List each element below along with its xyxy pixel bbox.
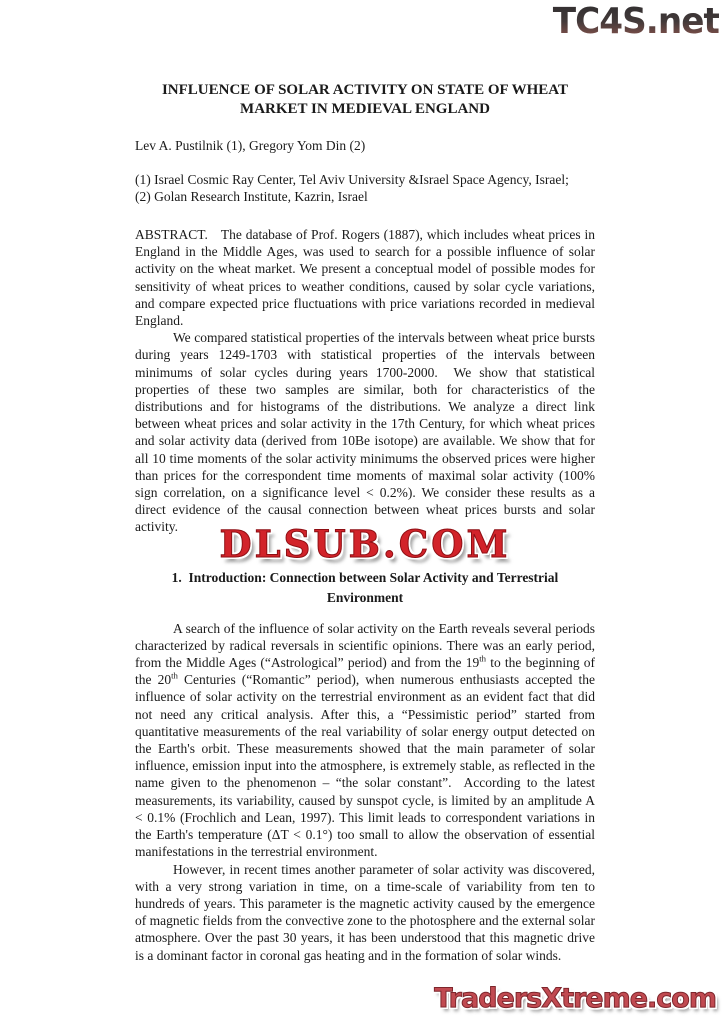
paper-title-line1: INFLUENCE OF SOLAR ACTIVITY ON STATE OF WHEAT [161, 82, 569, 98]
paper-title [135, 81, 595, 119]
watermark-dlsub [135, 523, 595, 566]
abstract-paragraph-1 [135, 226, 595, 329]
affiliation-line-2: (2) Golan Research Institute, Kazrin, Israel [135, 189, 368, 204]
affiliations [135, 171, 595, 205]
authors-line: Lev A. Pustilnik (1), Gregory Yom Din (2) [135, 138, 366, 153]
watermark-dlsub-text: DLSUB.COM [219, 521, 511, 566]
watermark-tradersxtreme: TradersXtreme.com [434, 983, 716, 1014]
paper-title-line2: MARKET IN MEDIEVAL ENGLAND [240, 101, 490, 117]
section-1-heading [135, 568, 595, 608]
affiliation-line-1: (1) Israel Cosmic Ray Center, Tel Aviv University &Israel Space Agency, Israel; [135, 172, 569, 187]
intro-paragraph-1: A search of the influence of solar activity on the Earth reveals several periods characterized by radical reversals in scientific opinions. There was an early period, from the Middle Ages (“Astrological” period) and from the 19th to the beginning of the 20th Centuries (“Romantic” period), when numerous enthusiasts accepted the influence of solar activity on the terrestrial environment as an evident fact that did not need any critical analysis. After this, a “Pessimistic period” started from quantitative measurements of the real variability of solar energy output detected on the Earth's orbit. These measurements showed that the main parameter of solar influence, emission input into the atmosphere, is extremely stable, as reflected in the name given to the phenomenon – “the solar constant”. According to the latest measurements, its variability, caused by sunspot cycle, is limited by an amplitude A < 0.1% (Frochlich and Lean, 1997). This limit leads to correspondent variations in the Earth's temperature (ΔT < 0.1°) too small to allow the observation of essential manifestations in the terrestrial environment. [135, 620, 595, 860]
watermark-tc4s: TC4S.net [552, 1, 719, 42]
paper-content [135, 81, 595, 964]
abstract-text-1: The database of Prof. Rogers (1887), which includes wheat prices in England in the Middle Ages, was used to search for a possible influence of solar activity on the wheat market. We present a conceptual model of possible modes for sensitivity of wheat prices to weather conditions, caused by solar cycle variations, and compare expected price fluctuations with price variations recorded in medieval England. [135, 227, 595, 329]
abstract-label: ABSTRACT. [135, 227, 208, 242]
intro-paragraph-2: However, in recent times another parameter of solar activity was discovered, with a very strong variation in time, on a time-scale of variability from ten to hundreds of years. This parameter is the magnetic activity caused by the emergence of magnetic fields from the convective zone to the photosphere and the external solar atmosphere. Over the past 30 years, it has been understood that this magnetic drive is a dominant factor in coronal gas heating and in the formation of solar winds. [135, 861, 595, 963]
section-1-heading-line2: Environment [326, 589, 404, 605]
abstract-paragraph-2: We compared statistical properties of the intervals between wheat price bursts during years 1249-1703 with statistical properties of the intervals between minimums of solar cycles during years 1700-2000. We show that statistical properties of these two samples are similar, both for characteristics of the distributions and for histograms of the distributions. We analyze a direct link between wheat prices and solar activity in the 17th Century, for which wheat prices and solar activity data (derived from 10Be isotope) are available. We show that for all 10 time moments of the solar activity minimums the observed prices were higher than prices for the correspondent time moments of maximal solar activity (100% sign correlation, on a significance level < 0.2%). We consider these results as a direct evidence of the causal connection between wheat prices bursts and solar activity. [135, 330, 595, 535]
section-1-heading-line1: 1. Introduction: Connection between Solar Activity and Terrestrial [171, 569, 559, 585]
